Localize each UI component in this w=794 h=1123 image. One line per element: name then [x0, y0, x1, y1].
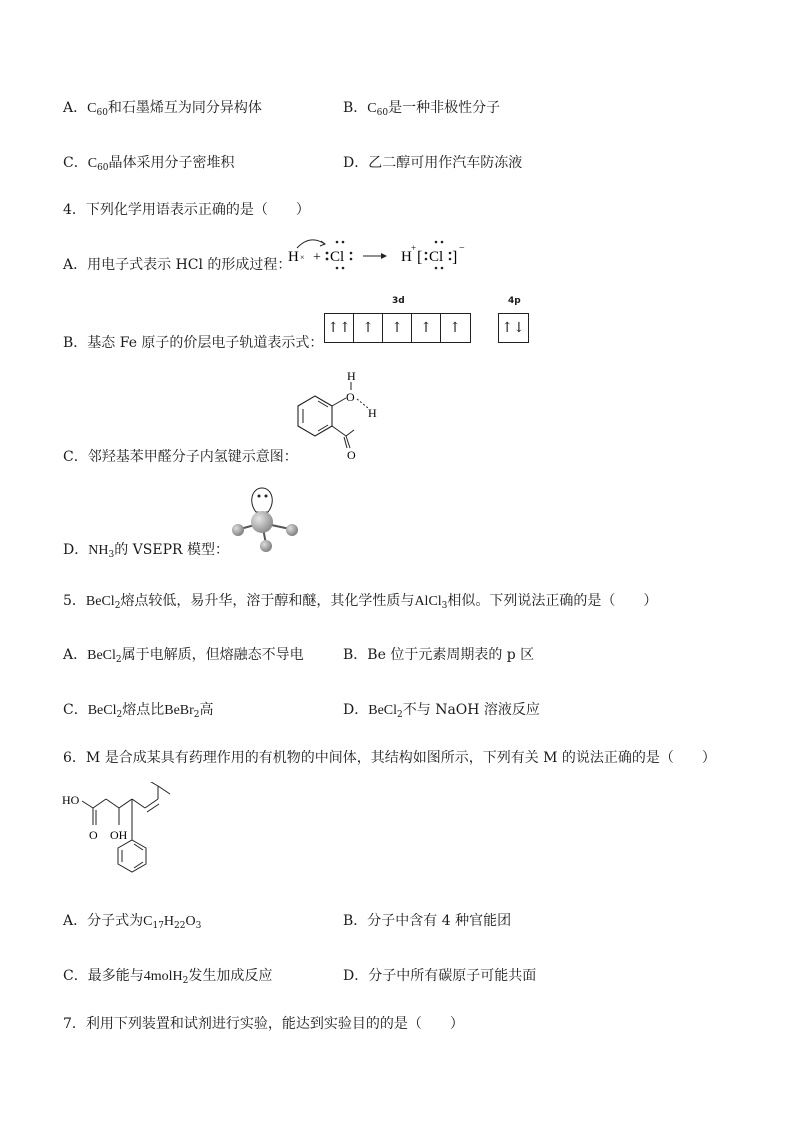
- q4-option-c: C．邻羟基苯甲醛分子内氢键示意图：: [63, 449, 298, 465]
- hcl-formation-diagram: [285, 236, 475, 272]
- q5-stem: 5．BeCl$_2$熔点较低，易升华，溶于醇和醚，其化学性质与AlCl$_3$相似。下列说法正确的是（ ）: [63, 593, 658, 611]
- atom-oh: OH: [110, 828, 128, 842]
- atom-o: O: [89, 828, 98, 842]
- orbital-label-3d: 3d: [392, 296, 405, 306]
- q4-stem: 4．下列化学用语表示正确的是（ ）: [63, 202, 310, 218]
- orbital-cell: ↑↓: [501, 320, 525, 336]
- atom-h-plus: H: [401, 249, 412, 265]
- q4-option-a: A．用电子式表示 HCl 的形成过程：: [63, 257, 292, 273]
- atom-h: H: [368, 406, 377, 420]
- q3-option-a: A．$C_{60}$和石墨烯互为同分异构体: [63, 100, 262, 118]
- atom-ho: HO: [62, 793, 80, 807]
- atom-cl: Cl: [330, 249, 345, 265]
- atom-h: H: [347, 369, 356, 383]
- q4-option-d: D．$NH_3$的 VSEPR 模型：: [63, 542, 229, 560]
- q6-option-d: D．分子中所有碳原子可能共面: [343, 968, 537, 984]
- option-label: A．: [63, 100, 88, 116]
- orbital-4p-box: [498, 313, 529, 343]
- svg-text:[: [: [417, 249, 423, 266]
- option-label: C．: [63, 155, 88, 171]
- orbital-cell: ↑: [383, 314, 412, 342]
- orbital-3d-box: [324, 313, 471, 343]
- q6-stem: 6．M 是合成某具有药理作用的有机物的中间体，其结构如图所示，下列有关 M 的说法正确的是（ ）: [63, 750, 716, 766]
- svg-text:−: −: [459, 243, 465, 254]
- q3-option-b: B．$C_{60}$是一种非极性分子: [343, 100, 501, 118]
- orbital-label-4p: 4p: [508, 296, 521, 306]
- nh3-vsepr-model: [228, 486, 303, 556]
- atom-h: H: [288, 249, 299, 265]
- o-hydroxybenzaldehyde-diagram: [290, 368, 390, 463]
- svg-text:+: +: [313, 250, 321, 265]
- q3-option-d: D．乙二醇可用作汽车防冻液: [343, 155, 523, 171]
- svg-text:+: +: [411, 243, 417, 253]
- q3-option-c: C．$C_{60}$晶体采用分子密堆积: [63, 155, 235, 173]
- q5-option-b: B．Be 位于元素周期表的 p 区: [343, 647, 535, 663]
- orbital-cell: ↑: [354, 314, 383, 342]
- q5-option-a: A．BeCl$_2$属于电解质，但熔融态不导电: [63, 647, 304, 665]
- orbital-cell: ↑: [412, 314, 441, 342]
- orbital-cell: ↑↑: [325, 314, 354, 342]
- q6-option-a: A．分子式为$C_{17}H_{22}O_3$: [63, 913, 202, 931]
- q5-option-c: C．BeCl$_2$熔点比BeBr$_2$高: [63, 702, 214, 720]
- q7-stem: 7．利用下列装置和试剂进行实验，能达到实验目的的是（ ）: [63, 1016, 464, 1032]
- option-label: B．: [343, 100, 368, 116]
- molecule-m-structure: [60, 782, 185, 887]
- q6-option-b: B．分子中含有 4 种官能团: [343, 913, 512, 929]
- atom-cl-ion: Cl: [429, 249, 444, 265]
- atom-o: O: [346, 390, 355, 404]
- q6-option-c: C．最多能与4molH$_2$发生加成反应: [63, 968, 273, 986]
- svg-text:]: ]: [452, 249, 458, 266]
- atom-o: O: [347, 448, 356, 462]
- q5-option-d: D．BeCl$_2$不与 NaOH 溶液反应: [343, 702, 540, 720]
- option-label: D．: [343, 155, 369, 171]
- q4-option-b: B．基态 Fe 原子的价层电子轨道表示式：: [63, 335, 324, 351]
- svg-text:×: ×: [300, 253, 305, 262]
- orbital-cell: ↑: [449, 320, 461, 336]
